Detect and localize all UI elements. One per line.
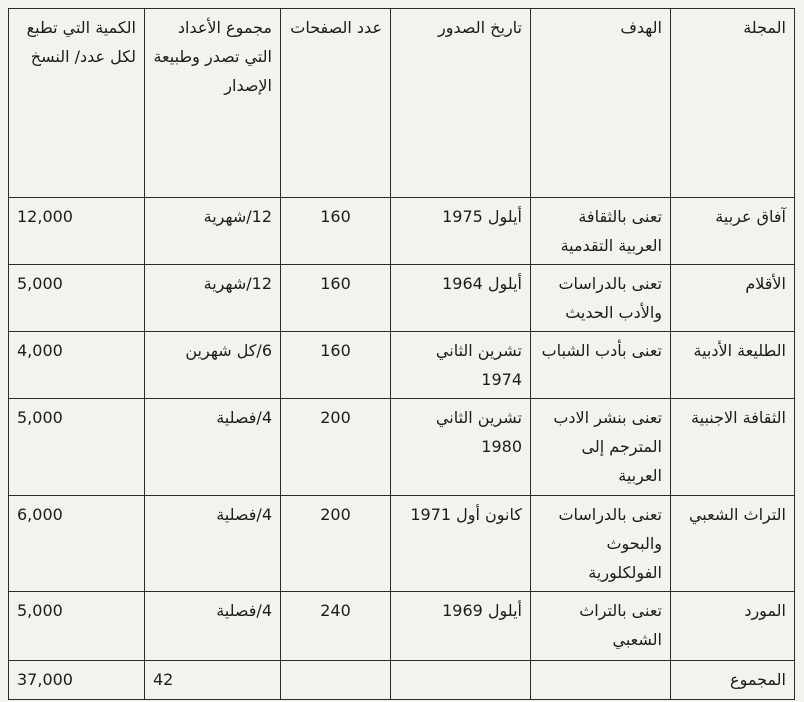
cell-goal: تعنى بنشر الادب المترجم إلى العربية [531,399,671,496]
cell-date: كانون أول 1971 [391,496,531,592]
cell-magazine: الثقافة الاجنبية [671,399,795,496]
cell-goal: تعنى بالدراسات والأدب الحديث [531,265,671,332]
total-label: المجموع [671,661,795,700]
cell-issues: 12/شهرية [145,265,281,332]
cell-goal: تعنى بالثقافة العربية التقدمية [531,198,671,265]
header-row [9,9,795,198]
header-issues: مجموع الأعداد التي تصدر وطبيعة الإصدار [145,9,281,198]
table-row [9,332,795,399]
total-pages-empty [281,661,391,700]
cell-date: تشرين الثاني 1980 [391,399,531,496]
cell-copies: 4,000 [9,332,145,399]
cell-issues: 4/فصلية [145,399,281,496]
table-row [9,198,795,265]
header-magazine: المجلة [671,9,795,198]
table-row [9,592,795,661]
cell-magazine: آفاق عربية [671,198,795,265]
total-goal-empty [531,661,671,700]
table-row [9,265,795,332]
cell-issues: 4/فصلية [145,592,281,661]
cell-magazine: الأقلام [671,265,795,332]
cell-copies: 6,000 [9,496,145,592]
cell-magazine: الطليعة الأدبية [671,332,795,399]
cell-pages: 200 [281,496,391,592]
cell-copies: 5,000 [9,399,145,496]
cell-pages: 240 [281,592,391,661]
table-row [9,496,795,592]
cell-date: أيلول 1969 [391,592,531,661]
cell-issues: 4/فصلية [145,496,281,592]
cell-pages: 160 [281,198,391,265]
cell-pages: 200 [281,399,391,496]
header-pages: عدد الصفحات [281,9,391,198]
header-goal: الهدف [531,9,671,198]
cell-magazine: المورد [671,592,795,661]
cell-date: أيلول 1964 [391,265,531,332]
cell-copies: 5,000 [9,592,145,661]
cell-copies: 12,000 [9,198,145,265]
cell-date: تشرين الثاني 1974 [391,332,531,399]
cell-goal: تعنى بأدب الشباب [531,332,671,399]
cell-issues: 6/كل شهرين [145,332,281,399]
cell-copies: 5,000 [9,265,145,332]
magazines-table [8,8,795,700]
header-date: تاريخ الصدور [391,9,531,198]
total-row [9,661,795,700]
cell-pages: 160 [281,265,391,332]
cell-goal: تعنى بالدراسات والبحوث الفولكلورية [531,496,671,592]
cell-goal: تعنى بالتراث الشعبي [531,592,671,661]
total-issues: 42 [145,661,281,700]
cell-pages: 160 [281,332,391,399]
table-row [9,399,795,496]
total-date-empty [391,661,531,700]
cell-issues: 12/شهرية [145,198,281,265]
cell-magazine: التراث الشعبي [671,496,795,592]
cell-date: أيلول 1975 [391,198,531,265]
header-copies: الكمية التي تطبع لكل عدد/ النسخ [9,9,145,198]
total-copies: 37,000 [9,661,145,700]
